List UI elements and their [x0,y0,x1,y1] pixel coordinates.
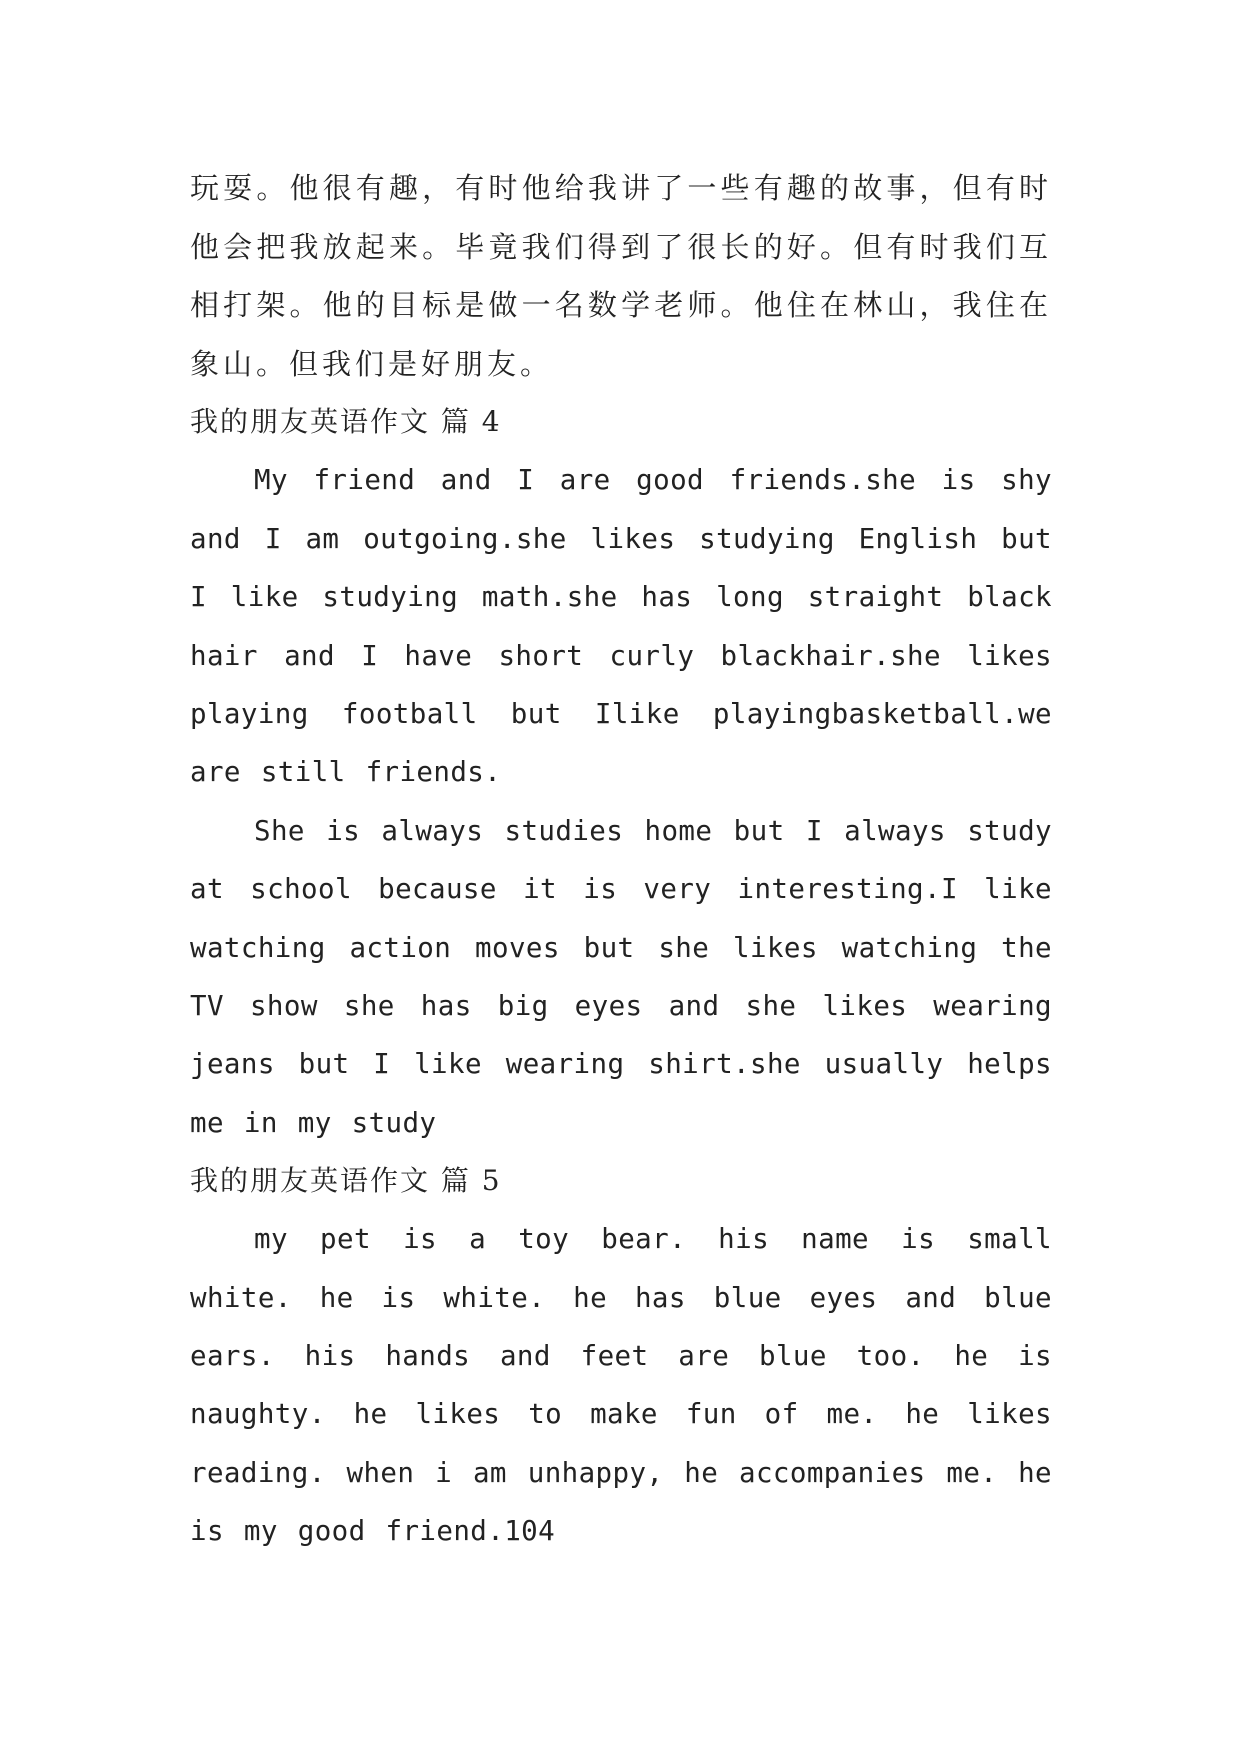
document-content [190,159,1052,1561]
intro-paragraph: 玩耍。他很有趣，有时他给我讲了一些有趣的故事，但有时他会把我放起来。毕竟我们得到了很长的好。但有时我们互相打架。他的目标是做一名数学老师。他住在林山，我住在象山。但我们是好朋友。 [190,171,1052,381]
essay-4-heading: 我的朋友英语作文 篇 4 [190,405,502,439]
essay-5-paragraph-1: my pet is a toy bear. his name is small white. he is white. he has blue eyes and blue ears. his hands and feet are blue too. he is naughty. he likes to make fun of me. he likes reading. when i am unhappy, he accompanies me. he is my good friend.104 [190,1223,1052,1548]
essay-4-paragraph-1: My friend and I are good friends.she is shy and I am outgoing.she likes studying English but I like studying math.she has long straight black hair and I have short curly blackhair.she likes playing football but Ilike playingbasketball.we are still friends. [190,464,1052,789]
essay-4-paragraph-2: She is always studies home but I always study at school because it is very interesting.I like watching action moves but she likes watching the TV show she has big eyes and she likes wearing jeans but I like wearing shirt.she usually helps me in my study [190,814,1052,1139]
essay-5-heading: 我的朋友英语作文 篇 5 [190,1164,502,1198]
